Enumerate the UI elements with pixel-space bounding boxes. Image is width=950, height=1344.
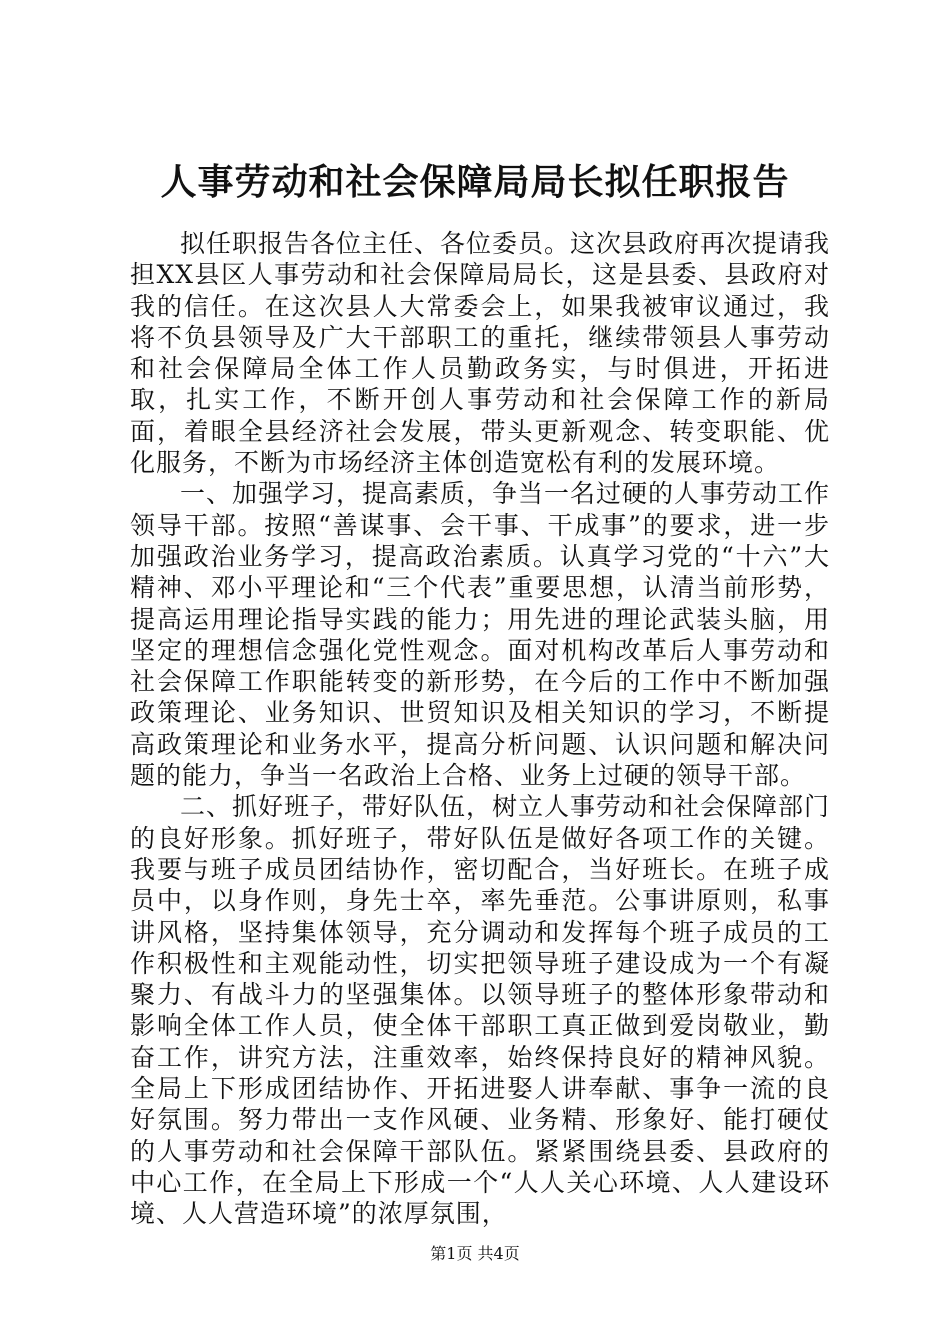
paragraph-section-2: 二、抓好班子，带好队伍，树立人事劳动和社会保障部门的良好形象。抓好班子，带好队伍是做好各项工作的关键。我要与班子成员团结协作，密切配合，当好班长。在班子成员中，以身作则，身先士卒，率先垂范。公事讲原则，私事讲风格，坚持集体领导，充分调动和发挥每个班子成员的工作积极性和主观能动性，切实把领导班子建设成为一个有凝聚力、有战斗力的坚强集体。以领导班子的整体形象带动和影响全体工作人员，使全体干部职工真正做到爱岗敬业，勤奋工作，讲究方法，注重效率，始终保持良好的精神风貌。全局上下形成团结协作、开拓进娶人讲奉献、事争一流的良好氛围。努力带出一支作风硬、业务精、形象好、能打硬仗的人事劳动和社会保障干部队伍。紧紧围绕县委、县政府的中心工作，在全局上下形成一个“人人关心环境、人人建设环境、人人营造环境”的浓厚氛围， (130, 792, 831, 1229)
document-title: 人事劳动和社会保障局局长拟任职报告 (160, 161, 790, 203)
page-footer: 第1页 共4页 (430, 1244, 520, 1263)
paragraph-intro: 拟任职报告各位主任、各位委员。这次县政府再次提请我担XX县区人事劳动和社会保障局局长，这是县委、县政府对我的信任。在这次县人大常委会上，如果我被审议通过，我将不负县领导及广大干部职工的重托，继续带领县人事劳动和社会保障局全体工作人员勤政务实，与时俱进，开拓进取，扎实工作，不断开创人事劳动和社会保障工作的新局面，着眼全县经济社会发展，带头更新观念、转变职能、优化服务，不断为市场经济主体创造宽松有利的发展环境。 (130, 229, 831, 478)
paragraph-section-1: 一、加强学习，提高素质，争当一名过硬的人事劳动工作领导干部。按照“善谋事、会干事、干成事”的要求，进一步加强政治业务学习，提高政治素质。认真学习党的“十六”大精神、邓小平理论和“三个代表”重要思想，认清当前形势，提高运用理论指导实践的能力；用先进的理论武装头脑，用坚定的理想信念强化党性观念。面对机构改革后人事劳动和社会保障工作职能转变的新形势，在今后的工作中不断加强政策理论、业务知识、世贸知识及相关知识的学习，不断提高政策理论和业务水平，提高分析问题、认识问题和解决问题的能力，争当一名政治上合格、业务上过硬的领导干部。 (130, 479, 831, 791)
document-body (130, 228, 830, 1230)
